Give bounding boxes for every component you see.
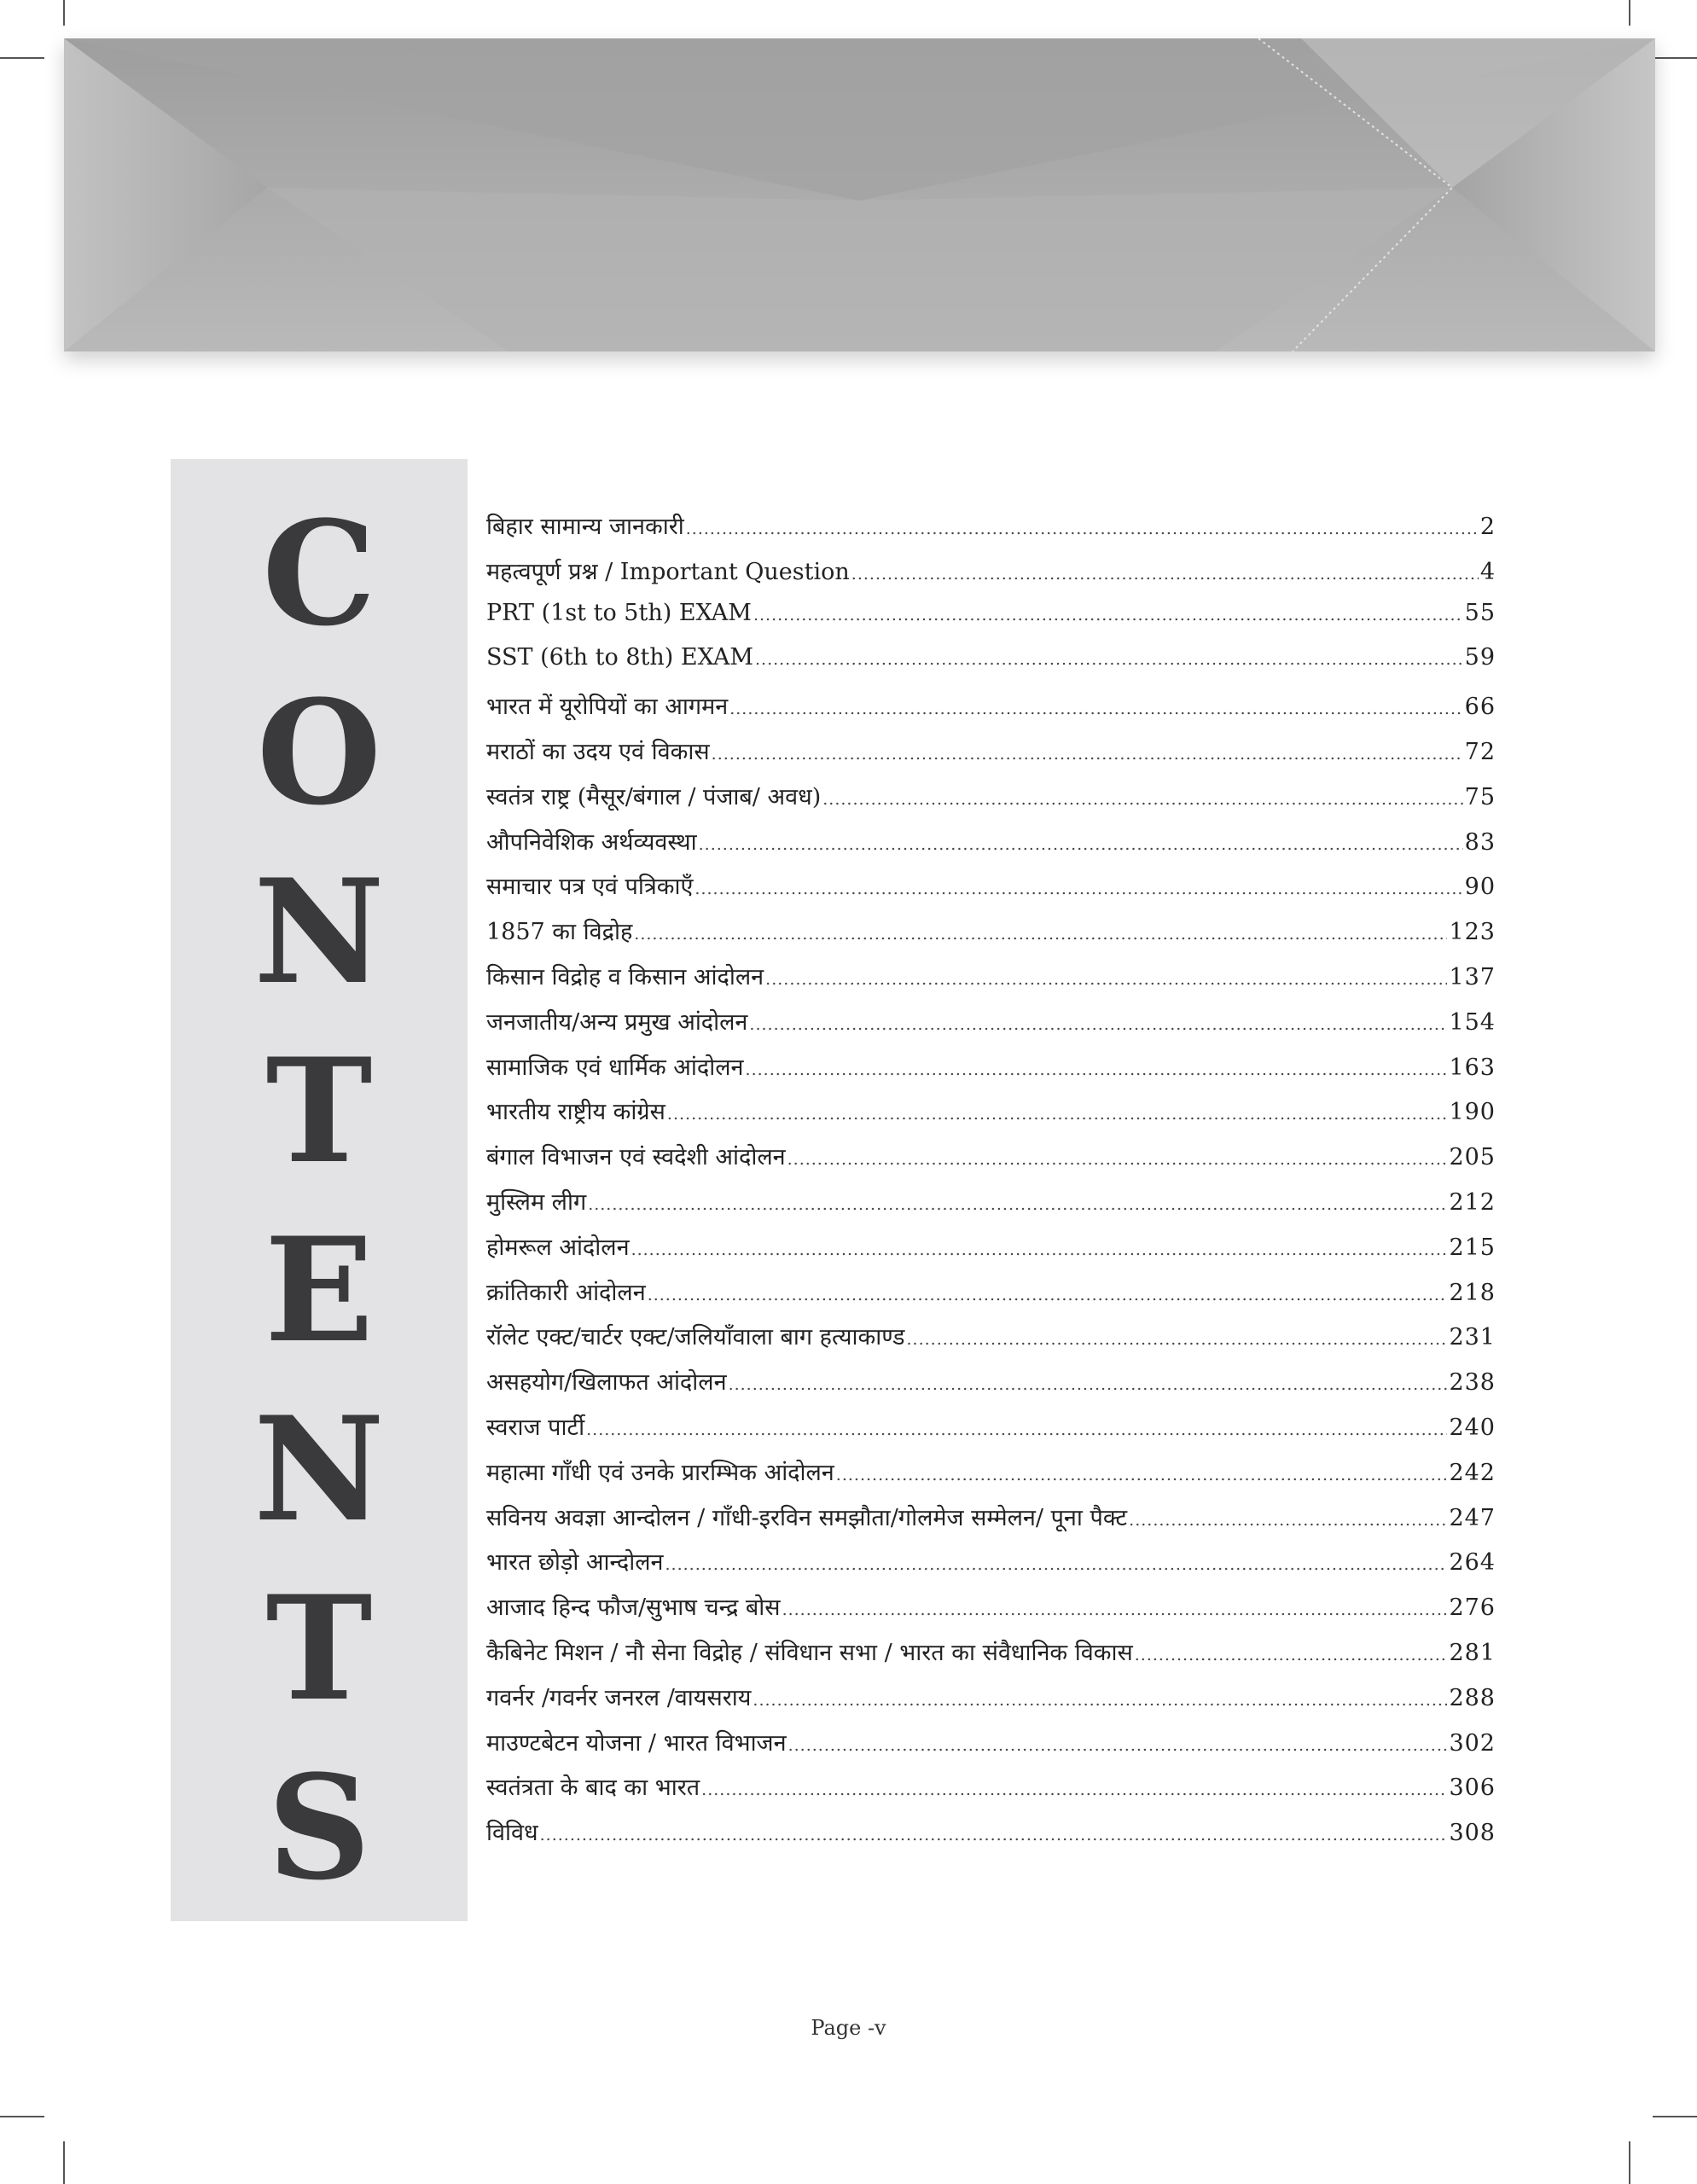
toc-entry-title: विविध bbox=[486, 1820, 538, 1847]
toc-entry[interactable] bbox=[486, 1726, 1496, 1771]
toc-entry[interactable] bbox=[486, 1545, 1496, 1590]
toc-entry[interactable] bbox=[486, 915, 1496, 960]
toc-entry-page: 276 bbox=[1449, 1594, 1496, 1622]
toc-entry-title: क्रांतिकारी आंदोलन bbox=[486, 1279, 646, 1306]
toc-entry[interactable] bbox=[486, 1635, 1496, 1681]
toc-entry-title: होमरूल आंदोलन bbox=[486, 1234, 630, 1261]
contents-letter: E bbox=[264, 1205, 375, 1374]
toc-entry-title: स्वराज पार्टी bbox=[486, 1414, 585, 1441]
toc-dot-leader bbox=[729, 700, 1462, 718]
toc-entry[interactable] bbox=[486, 1501, 1496, 1546]
toc-dot-leader bbox=[753, 1691, 1447, 1710]
toc-entry-page: 154 bbox=[1449, 1008, 1496, 1036]
toc-entry-page: 137 bbox=[1449, 963, 1496, 990]
toc-entry-page: 190 bbox=[1449, 1099, 1496, 1126]
toc-dot-leader bbox=[851, 565, 1479, 584]
toc-entry-title: स्वतंत्र राष्ट्र (मैसूर/बंगाल / पंजाब/ अवध) bbox=[486, 783, 822, 810]
toc-dot-leader bbox=[588, 1195, 1447, 1214]
toc-entry-page: 238 bbox=[1449, 1369, 1496, 1397]
toc-entry[interactable] bbox=[486, 1095, 1496, 1140]
toc-dot-leader bbox=[1129, 1511, 1447, 1530]
contents-sidebar bbox=[171, 459, 468, 1921]
toc-entry[interactable] bbox=[486, 780, 1496, 825]
toc-entry-title: सामाजिक एवं धार्मिक आंदोलन bbox=[486, 1054, 744, 1081]
toc-entry[interactable] bbox=[486, 509, 1496, 555]
toc-entry[interactable] bbox=[486, 1140, 1496, 1185]
toc-dot-leader bbox=[540, 1826, 1448, 1844]
toc-entry-title: 1857 का विद्रोह bbox=[486, 919, 633, 946]
toc-entry-page: 212 bbox=[1449, 1188, 1496, 1216]
toc-entry-title: SST (6th to 8th) EXAM bbox=[486, 644, 753, 671]
toc-entry-title: कैबिनेट मिशन / नौ सेना विद्रोह / संविधान सभा / भारत का संवैधानिक विकास bbox=[486, 1639, 1133, 1666]
toc-entry-page: 123 bbox=[1449, 919, 1496, 946]
contents-letter: N bbox=[253, 1385, 385, 1554]
toc-entry-title: बिहार सामान्य जानकारी bbox=[486, 514, 684, 540]
crop-mark bbox=[63, 2141, 65, 2184]
toc-entry-title: महत्वपूर्ण प्रश्न / Important Question bbox=[486, 558, 850, 585]
toc-entry-page: 55 bbox=[1464, 599, 1496, 626]
crop-mark bbox=[0, 57, 44, 59]
toc-dot-leader bbox=[648, 1286, 1448, 1304]
toc-entry-title: किसान विद्रोह व किसान आंदोलन bbox=[486, 963, 764, 990]
toc-dot-leader bbox=[699, 835, 1463, 854]
toc-entry-page: 288 bbox=[1449, 1684, 1496, 1711]
toc-entry-title: भारतीय राष्ट्रीय कांग्रेस bbox=[486, 1099, 665, 1126]
toc-dot-leader bbox=[1135, 1646, 1448, 1664]
toc-entry[interactable] bbox=[486, 1815, 1496, 1861]
toc-entry-title: गवर्नर /गवर्नर जनरल /वायसराय bbox=[486, 1684, 752, 1711]
toc-entry-page: 240 bbox=[1449, 1414, 1496, 1441]
toc-entry-page: 90 bbox=[1464, 874, 1496, 901]
contents-letter: T bbox=[265, 1564, 373, 1733]
toc-entry[interactable] bbox=[486, 825, 1496, 870]
toc-entry-title: बंगाल विभाजन एवं स्वदेशी आंदोलन bbox=[486, 1144, 786, 1171]
toc-dot-leader bbox=[836, 1466, 1448, 1484]
toc-entry[interactable] bbox=[486, 1185, 1496, 1230]
toc-entry-title: सविनय अवज्ञा आन्दोलन / गाँधी-इरविन समझौता/गोलमेज सम्मेलन/ पूना पैक्ट bbox=[486, 1504, 1128, 1531]
toc-dot-leader bbox=[701, 1780, 1447, 1799]
toc-entry-page: 4 bbox=[1479, 558, 1496, 585]
banner-pattern bbox=[64, 38, 1655, 351]
toc-entry-title: रॉलेट एक्ट/चार्टर एक्ट/जलियाँवाला बाग हत्याकाण्ड bbox=[486, 1324, 905, 1351]
toc-dot-leader bbox=[749, 1015, 1447, 1034]
toc-entry[interactable] bbox=[486, 1410, 1496, 1455]
toc-entry-page: 247 bbox=[1449, 1504, 1496, 1531]
toc-entry-page: 163 bbox=[1449, 1054, 1496, 1081]
toc-entry-page: 308 bbox=[1449, 1820, 1496, 1847]
toc-entry-title: मराठों का उदय एवं विकास bbox=[486, 738, 710, 765]
toc-dot-leader bbox=[729, 1375, 1448, 1394]
toc-entry-title: आजाद हिन्द फौज/सुभाष चन्द्र बोस bbox=[486, 1594, 781, 1622]
contents-letter: C bbox=[262, 489, 376, 658]
toc-dot-leader bbox=[667, 1105, 1448, 1124]
toc-entry-page: 83 bbox=[1464, 828, 1496, 856]
toc-entry[interactable] bbox=[486, 1320, 1496, 1365]
toc-dot-leader bbox=[755, 650, 1463, 669]
toc-entry-title: असहयोग/खिलाफत आंदोलन bbox=[486, 1369, 727, 1397]
contents-letter: T bbox=[265, 1026, 373, 1195]
toc-entry-title: जनजातीय/अन्य प्रमुख आंदोलन bbox=[486, 1008, 748, 1036]
crop-mark bbox=[1653, 2116, 1697, 2117]
toc-dot-leader bbox=[712, 745, 1463, 764]
toc-dot-leader bbox=[746, 1060, 1448, 1079]
toc-entry-page: 242 bbox=[1449, 1459, 1496, 1486]
crop-mark bbox=[0, 2116, 44, 2117]
toc-dot-leader bbox=[788, 1736, 1448, 1755]
page-number: Page -v bbox=[811, 2016, 886, 2040]
toc-entry-page: 231 bbox=[1449, 1324, 1496, 1351]
toc-entry[interactable] bbox=[486, 1005, 1496, 1050]
toc-entry-title: भारत छोड़ो आन्दोलन bbox=[486, 1549, 664, 1577]
toc-entry-page: 281 bbox=[1449, 1639, 1496, 1666]
toc-entry[interactable] bbox=[486, 600, 1496, 645]
toc-list bbox=[486, 509, 1496, 1861]
toc-entry[interactable] bbox=[486, 869, 1496, 915]
toc-entry-title: औपनिवेशिक अर्थव्यवस्था bbox=[486, 828, 697, 856]
toc-dot-leader bbox=[634, 925, 1447, 944]
toc-entry[interactable] bbox=[486, 1050, 1496, 1095]
toc-entry-page: 66 bbox=[1464, 694, 1496, 721]
toc-entry-title: भारत में यूरोपियों का आगमन bbox=[486, 694, 729, 721]
toc-entry[interactable] bbox=[486, 1455, 1496, 1501]
toc-entry-page: 205 bbox=[1449, 1144, 1496, 1171]
toc-entry-title: महात्मा गाँधी एवं उनके प्रारम्भिक आंदोलन bbox=[486, 1459, 834, 1486]
toc-entry[interactable] bbox=[486, 644, 1496, 689]
toc-entry[interactable] bbox=[486, 555, 1496, 600]
toc-entry[interactable] bbox=[486, 1365, 1496, 1410]
crop-mark bbox=[63, 0, 65, 26]
toc-dot-leader bbox=[822, 790, 1462, 809]
crop-mark bbox=[1629, 2141, 1630, 2184]
toc-dot-leader bbox=[907, 1330, 1448, 1349]
toc-dot-leader bbox=[686, 520, 1479, 538]
toc-entry[interactable] bbox=[486, 1275, 1496, 1321]
toc-entry-title: PRT (1st to 5th) EXAM bbox=[486, 599, 752, 626]
toc-entry[interactable] bbox=[486, 735, 1496, 780]
toc-entry-title: मुस्लिम लीग bbox=[486, 1188, 587, 1216]
toc-entry-title: समाचार पत्र एवं पत्रिकाएँ bbox=[486, 874, 694, 901]
toc-entry-page: 59 bbox=[1464, 644, 1496, 671]
toc-dot-leader bbox=[631, 1240, 1448, 1259]
toc-entry-page: 72 bbox=[1464, 738, 1496, 765]
toc-dot-leader bbox=[586, 1420, 1447, 1439]
toc-entry-page: 264 bbox=[1449, 1549, 1496, 1577]
toc-entry-page: 302 bbox=[1449, 1729, 1496, 1757]
toc-entry-page: 306 bbox=[1449, 1774, 1496, 1802]
toc-entry-page: 215 bbox=[1449, 1234, 1496, 1261]
toc-entry[interactable] bbox=[486, 1770, 1496, 1815]
contents-letter: O bbox=[256, 668, 382, 837]
toc-entry[interactable] bbox=[486, 960, 1496, 1005]
toc-dot-leader bbox=[787, 1150, 1448, 1169]
contents-letter: S bbox=[267, 1743, 371, 1912]
toc-entry-title: माउण्टबेटन योजना / भारत विभाजन bbox=[486, 1729, 787, 1757]
toc-dot-leader bbox=[753, 606, 1463, 624]
contents-letter: N bbox=[253, 847, 385, 1016]
crop-mark bbox=[1653, 57, 1697, 59]
toc-entry-page: 2 bbox=[1479, 514, 1496, 540]
toc-entry-title: स्वतंत्रता के बाद का भारत bbox=[486, 1774, 700, 1802]
toc-entry[interactable] bbox=[486, 1681, 1496, 1726]
toc-entry-page: 75 bbox=[1464, 783, 1496, 810]
toc-dot-leader bbox=[665, 1555, 1448, 1574]
crop-mark bbox=[1629, 0, 1630, 26]
toc-dot-leader bbox=[765, 970, 1447, 989]
toc-dot-leader bbox=[782, 1600, 1448, 1619]
header-banner bbox=[64, 38, 1655, 351]
toc-entry[interactable] bbox=[486, 1230, 1496, 1275]
toc-entry[interactable] bbox=[486, 689, 1496, 735]
toc-entry[interactable] bbox=[486, 1590, 1496, 1635]
toc-dot-leader bbox=[694, 880, 1462, 898]
toc-entry-page: 218 bbox=[1449, 1279, 1496, 1306]
